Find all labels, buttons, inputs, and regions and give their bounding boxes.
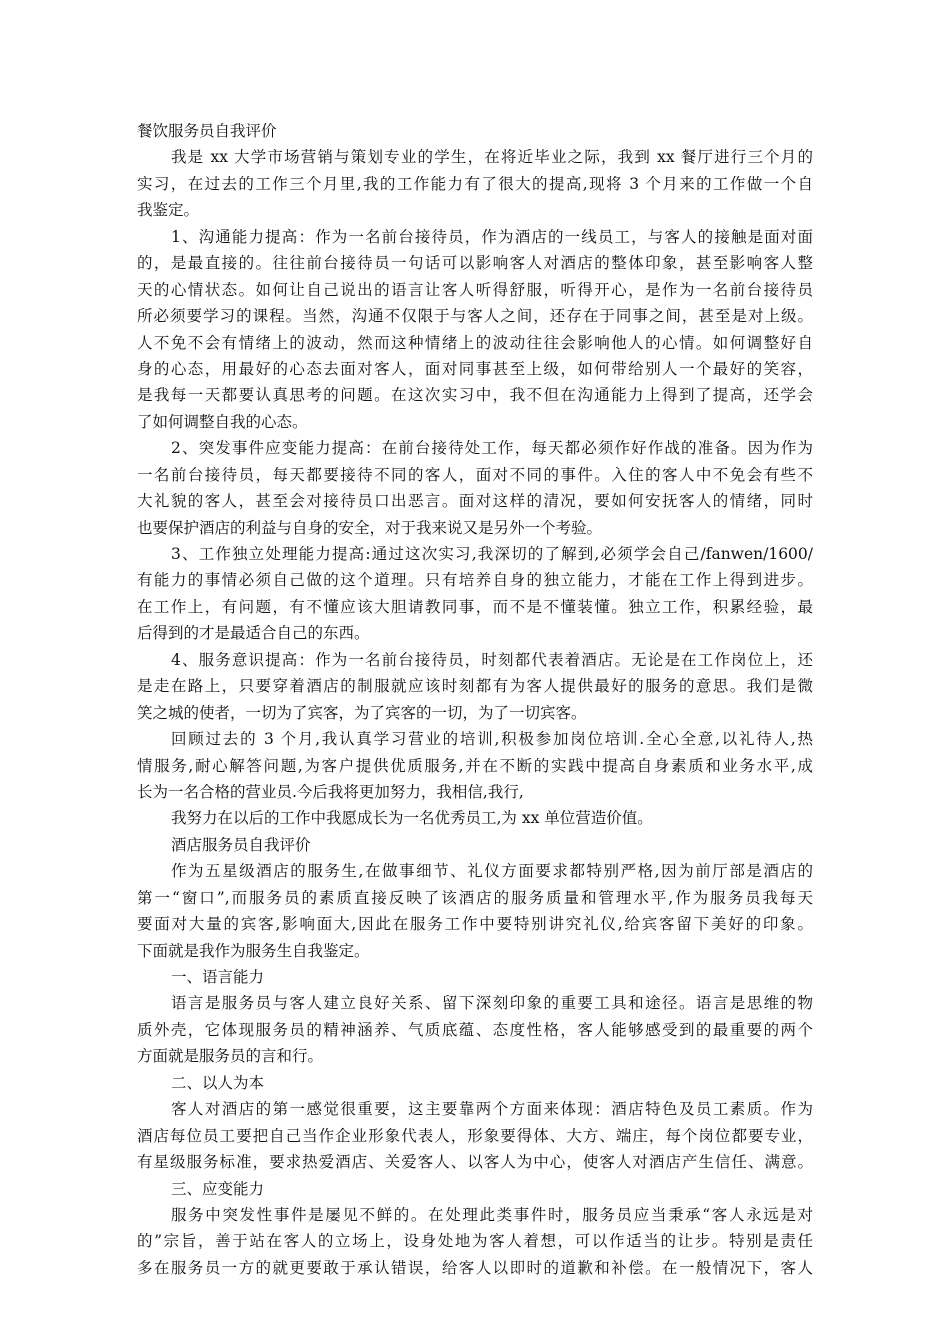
text-line: 一名前台接待员，每天都要接待不同的客人，面对不同的事件。入住的客人中不免会有些不 bbox=[137, 465, 813, 484]
text-line: 回顾过去的 3 个月,我认真学习营业的培训,积极参加岗位培训.全心全意,以礼待人,热 bbox=[171, 730, 813, 749]
text-line: 是走在路上，只要穿着酒店的制服就应该时刻都有为客人提供最好的服务的意思。我们是微 bbox=[137, 677, 813, 696]
text-line: 我鉴定。 bbox=[137, 201, 200, 220]
text-line: 多在服务员一方的就更要敢于承认错误，给客人以即时的道歉和补偿。在一般情况下，客人 bbox=[137, 1258, 813, 1277]
text-line: 酒店每位员工要把自己当作企业形象代表人，形象要得体、大方、端庄，每个岗位都要专业， bbox=[137, 1126, 813, 1145]
section-heading: 三、应变能力 bbox=[171, 1179, 265, 1198]
document-page bbox=[137, 118, 813, 1281]
text-line: 在工作上，有问题，有不懂应该大胆请教同事，而不是不懂装懂。独立工作，积累经验，最 bbox=[137, 597, 813, 616]
text-line: 下面就是我作为服务生自我鉴定。 bbox=[137, 941, 370, 960]
text-line: 后得到的才是最适合自己的东西。 bbox=[137, 624, 370, 643]
text-line: 天的心情状态。如何让自己说出的语言让客人听得舒服，听得开心，是作为一名前台接待员 bbox=[137, 280, 813, 299]
text-line: 身的心态，用最好的心态去面对客人，面对同事甚至上级，如何带给别人一个最好的笑容， bbox=[137, 359, 813, 378]
text-line: 实习，在过去的工作三个月里,我的工作能力有了很大的提高,现将 3 个月来的工作做一个自 bbox=[137, 174, 813, 193]
text-line: 我努力在以后的工作中我愿成长为一名优秀员工,为 xx 单位营造价值。 bbox=[171, 809, 653, 828]
text-line: 2、突发事件应变能力提高：在前台接待处工作，每天都必须作好作战的准备。因为作为 bbox=[171, 439, 813, 458]
text-line: 质外壳，它体现服务员的精神涵养、气质底蕴、态度性格，客人能够感受到的最重要的两个 bbox=[137, 1020, 813, 1039]
text-line: 是我每一天都要认真思考的问题。在这次实习中，我不但在沟通能力上得到了提高，还学会 bbox=[137, 386, 813, 405]
text-line: 长为一名合格的营业员.今后我将更加努力，我相信,我行, bbox=[137, 782, 524, 801]
text-line: 所必须要学习的课程。当然，沟通不仅限于与客人之间，还存在于同事之间，甚至是对上级。 bbox=[137, 307, 813, 326]
text-line: 情服务,耐心解答问题,为客户提供优质服务,并在不断的实践中提高自身素质和业务水平,成 bbox=[137, 756, 813, 775]
text-line: 方面就是服务员的言和行。 bbox=[137, 1047, 324, 1066]
text-line: 客人对酒店的第一感觉很重要，这主要靠两个方面来体现：酒店特色及员工素质。作为 bbox=[171, 1100, 813, 1119]
text-line: 4、服务意识提高：作为一名前台接待员，时刻都代表着酒店。无论是在工作岗位上，还 bbox=[171, 650, 813, 669]
text-line: 3、工作独立处理能力提高:通过这次实习,我深切的了解到,必须学会自己/fanwen/1600/ bbox=[171, 545, 813, 563]
text-line: 的”宗旨，善于站在客人的立场上，设身处地为客人着想，可以作适当的让步。特别是责任 bbox=[137, 1232, 813, 1251]
text-line: 作为五星级酒店的服务生,在做事细节、礼仪方面要求都特别严格,因为前厅部是酒店的 bbox=[171, 862, 813, 881]
section-heading: 二、以人为本 bbox=[171, 1073, 265, 1092]
text-line: 语言是服务员与客人建立良好关系、留下深刻印象的重要工具和途径。语言是思维的物 bbox=[171, 994, 813, 1013]
section-title: 酒店服务员自我评价 bbox=[171, 835, 311, 854]
text-line: 有星级服务标准，要求热爱酒店、关爱客人、以客人为中心，使客人对酒店产生信任、满意。 bbox=[137, 1153, 813, 1172]
text-line: 笑之城的使者，一切为了宾客，为了宾客的一切，为了一切宾客。 bbox=[137, 703, 587, 722]
section-heading: 一、语言能力 bbox=[171, 968, 265, 986]
text-line: 了如何调整自我的心态。 bbox=[137, 412, 308, 431]
text-line: 的，是最直接的。往往前台接待员一句话可以影响客人对酒店的整体印象，甚至影响客人整 bbox=[137, 254, 813, 273]
text-line: 1、沟通能力提高：作为一名前台接待员，作为酒店的一线员工，与客人的接触是面对面 bbox=[171, 227, 813, 246]
text-line: 服务中突发性事件是屡见不鲜的。在处理此类事件时，服务员应当秉承“客人永远是对 bbox=[171, 1205, 813, 1224]
doc-title: 餐饮服务员自我评价 bbox=[137, 122, 277, 140]
text-line: 也要保护酒店的利益与自身的安全，对于我来说又是另外一个考验。 bbox=[137, 518, 603, 537]
text-line: 第一“窗口”,而服务员的素质直接反映了该酒店的服务质量和管理水平,作为服务员我每天 bbox=[137, 888, 813, 907]
text-line: 我是 xx 大学市场营销与策划专业的学生，在将近毕业之际，我到 xx 餐厅进行三个月的 bbox=[171, 148, 813, 167]
text-line: 要面对大量的宾客,影响面大,因此在服务工作中要特别讲究礼仪,给宾客留下美好的印象。 bbox=[137, 915, 813, 934]
text-line: 人不免不会有情绪上的波动，然而这种情绪上的波动往往会影响他人的心情。如何调整好自 bbox=[137, 333, 813, 352]
text-line: 大礼貌的客人，甚至会对接待员口出恶言。面对这样的清况，要如何安抚客人的情绪，同时 bbox=[137, 492, 813, 511]
text-line: 有能力的事情必须自己做的这个道理。只有培养自身的独立能力，才能在工作上得到进步。 bbox=[137, 571, 813, 590]
